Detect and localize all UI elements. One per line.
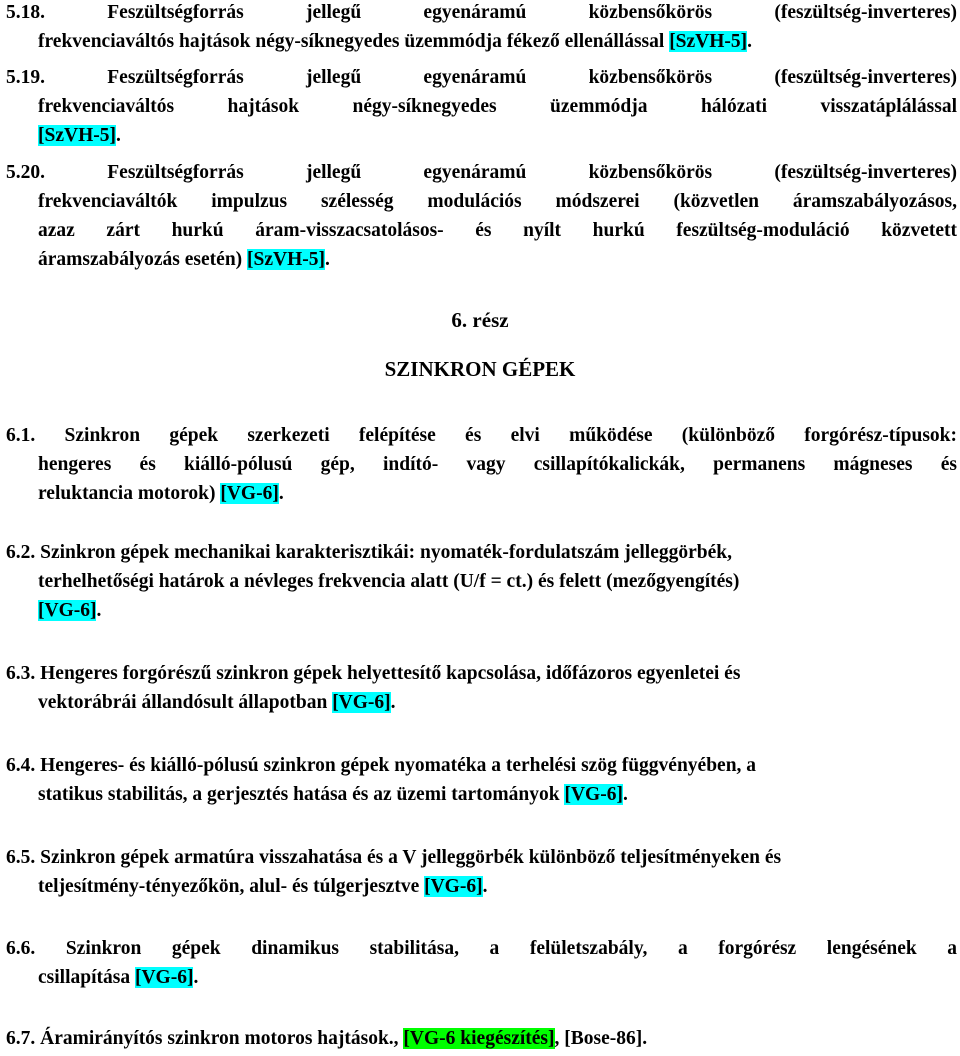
item-6-6: 6.6. Szinkron gépek dinamikus stabilitása, a felületszabály, a forgórész lengésének a csillapítása [VG-6]. [6,938,958,988]
item-text: vektorábrái állandósult állapotban [38,692,333,713]
item-text: azaz zárt hurkú áram-visszacsatolásos- és nyílt hurkú feszültség-moduláció közvetett [38,220,957,241]
item-text: Szinkron gépek szerkezeti felépítése és elvi működése (különböző forgórész-típusok: [64,425,957,446]
item-6-4: 6.4. Hengeres- és kiálló-pólusú szinkron gépek nyomatéka a terhelési szög függvényében, a statikus stabilitás, a gerjesztés hatása és az üzemi tartományok [VG-6]. [6,755,757,805]
item-text: Hengeres- és kiálló-pólusú szinkron gépek nyomatéka a terhelési szög függvényében, a [40,755,757,776]
item-number: 5.19. [6,67,45,88]
item-text: Hengeres forgórészű szinkron gépek helyettesítő kapcsolása, időfázoros egyenletei és [40,663,741,684]
item-6-7: 6.7. Áramirányítós szinkron motoros hajtások., [VG-6 kiegészítés], [Bose-86]. [6,1028,648,1049]
item-6-3: 6.3. Hengeres forgórészű szinkron gépek helyettesítő kapcsolása, időfázoros egyenletei és vektorábrái állandósult állapotban [VG-6]. [6,663,741,713]
item-5-18: 5.18. Feszültségforrás jellegű egyenáramú közbensőkörös (feszültség-inverteres) frekvenciaváltós hajtások négy-síknegyedes üzemmódja fékező ellenállással [SzVH-5]. [6,2,957,52]
item-text: Szinkron gépek dinamikus stabilitása, a felületszabály, a forgórész lengésének a [65,938,958,959]
part-label: 6. rész [451,308,509,332]
item-number: 5.18. [6,2,45,23]
item-number: 6.1. [6,425,36,446]
item-text: Feszültségforrás jellegű egyenáramú közbensőkörös (feszültség-inverteres) [107,67,957,88]
item-text: frekvenciaváltók impulzus szélesség modulációs módszerei (közvetlen áramszabályozásos, [38,191,957,212]
reference-highlight-green: [VG-6 kiegészítés] [403,1028,555,1049]
item-number: 6.5. [6,847,36,868]
reference-highlight: [VG-6] [134,967,194,988]
item-6-2: 6.2. Szinkron gépek mechanikai karakterisztikái: nyomaték-fordulatszám jelleggörbék, terhelhetőségi határok a névleges frekvencia alatt (U/f = ct.) és felett (mezőgyengítés) [VG-6]. [6,542,740,621]
item-number: 6.3. [6,663,36,684]
reference-highlight: [VG-6] [220,483,279,504]
item-text: statikus stabilitás, a gerjesztés hatása és az üzemi tartományok [38,784,565,805]
item-text: Szinkron gépek armatúra visszahatása és a V jelleggörbék különböző teljesítményeken és [40,847,782,868]
item-number: 6.4. [6,755,36,776]
reference-highlight: [SzVH-5] [669,31,748,52]
reference-highlight: [VG-6] [332,692,391,713]
reference-highlight: [SzVH-5] [38,125,116,146]
reference-plain: [Bose-86] [564,1028,643,1049]
part-title: SZINKRON GÉPEK [384,357,576,381]
reference-highlight: [SzVH-5] [247,249,326,270]
reference-highlight: [VG-6] [38,600,97,621]
item-text: terhelhetőségi határok a névleges frekvencia alatt (U/f = ct.) és felett (mezőgyengítés) [38,571,740,592]
item-text: frekvenciaváltós hajtások négy-síknegyedes üzemmódja fékező ellenállással [38,31,670,52]
item-6-5: 6.5. Szinkron gépek armatúra visszahatása és a V jelleggörbék különböző teljesítményeken és teljesítmény-tényezőkön, alul- és túlgerjesztve [VG-6]. [6,847,782,897]
item-text: Szinkron gépek mechanikai karakterisztikái: nyomaték-fordulatszám jelleggörbék, [40,542,732,563]
item-text: Áramirányítós szinkron motoros hajtások. [40,1028,394,1049]
item-number: 5.20. [6,162,45,183]
item-text: Feszültségforrás jellegű egyenáramú közbensőkörös (feszültség-inverteres) [107,162,957,183]
item-6-1: 6.1. Szinkron gépek szerkezeti felépítése és elvi működése (különböző forgórész-típusok: hengeres és kiálló-pólusú gép, indító- vagy csillapítókalickák, permanens mágneses és reluktancia motorok) [VG-6]. [6,425,957,504]
item-text: teljesítmény-tényezőkön, alul- és túlgerjesztve [38,876,425,897]
item-5-20: 5.20. Feszültségforrás jellegű egyenáramú közbensőkörös (feszültség-inverteres) frekvenciaváltók impulzus szélesség modulációs módszerei (közvetlen áramszabályozásos, azaz zárt hurkú áram-visszacsatolásos- és nyílt hurkú feszültség-moduláció közvetett áramszabályozás esetén) [SzVH-5]. [6,162,957,270]
item-5-19: 5.19. Feszültségforrás jellegű egyenáramú közbensőkörös (feszültség-inverteres) frekvenciaváltós hajtások négy-síknegyedes üzemmódja hálózati visszatáplálással [SzVH-5]. [6,67,957,146]
item-number: 6.6. [6,938,36,959]
item-text: áramszabályozás esetén) [38,249,248,270]
item-text: frekvenciaváltós hajtások négy-síknegyedes üzemmódja hálózati visszatáplálással [38,96,957,117]
item-number: 6.7. [6,1028,36,1049]
reference-highlight: [VG-6] [564,784,623,805]
item-text: Feszültségforrás jellegű egyenáramú közbensőkörös (feszültség-inverteres) [107,2,957,23]
item-text: reluktancia motorok) [38,483,221,504]
item-text: csillapítása [38,967,135,988]
item-text: hengeres és kiálló-pólusú gép, indító- vagy csillapítókalickák, permanens mágneses és [38,454,957,475]
item-number: 6.2. [6,542,36,563]
reference-highlight: [VG-6] [424,876,483,897]
